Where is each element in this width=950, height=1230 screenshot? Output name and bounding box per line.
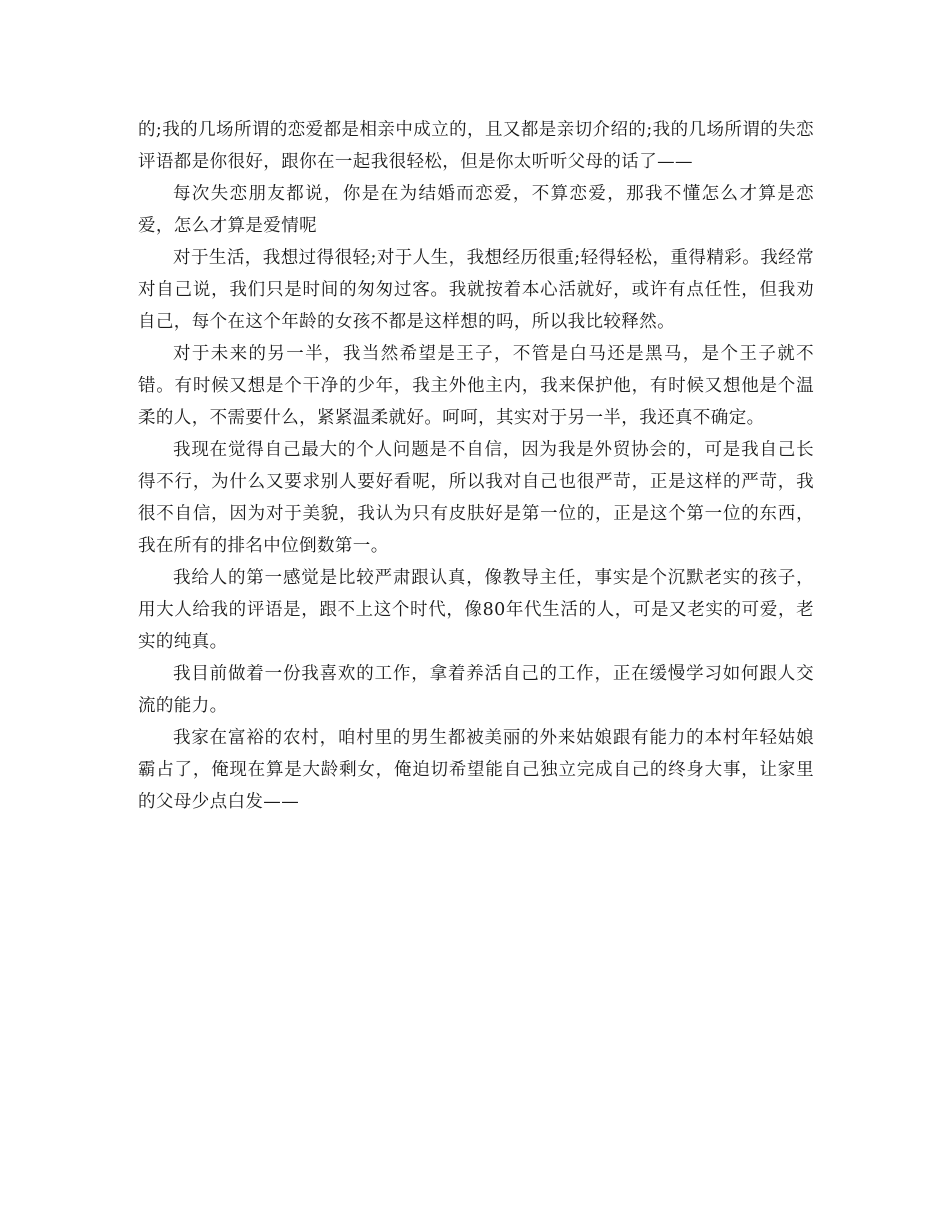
paragraph-continuation: 的;我的几场所谓的恋爱都是相亲中成立的，且又都是亲切介绍的;我的几场所谓的失恋评语都是你很好，跟你在一起我很轻松，但是你太听听父母的话了—— <box>138 120 814 172</box>
paragraph-first-impression: 我给人的第一感觉是比较严肃跟认真，像教导主任，事实是个沉默老实的孩子，用大人给我的评语是，跟不上这个时代，像80年代生活的人，可是又老实的可爱，老实的纯真。 <box>138 568 814 652</box>
paragraph-current-work: 我目前做着一份我喜欢的工作，拿着养活自己的工作，正在缓慢学习如何跟人交流的能力。 <box>138 664 814 716</box>
paragraph-hometown: 我家在富裕的农村，咱村里的男生都被美丽的外来姑娘跟有能力的本村年轻姑娘霸占了，俺现在算是大龄剩女，俺迫切希望能自己独立完成自己的终身大事，让家里的父母少点白发—— <box>138 728 814 812</box>
paragraph-self-confidence: 我现在觉得自己最大的个人问题是不自信，因为我是外贸协会的，可是我自己长得不行，为什么又要求别人要好看呢，所以我对自己也很严苛，正是这样的严苛，我很不自信，因为对于美貌，我认为只有皮肤好是第一位的，正是这个第一位的东西，我在所有的排名中位倒数第一。 <box>138 440 814 556</box>
paragraph-future-partner: 对于未来的另一半，我当然希望是王子，不管是白马还是黑马，是个王子就不错。有时候又想是个干净的少年，我主外他主内，我来保护他，有时候又想他是个温柔的人，不需要什么，紧紧温柔就好。呵呵，其实对于另一半，我还真不确定。 <box>138 344 814 428</box>
document-body <box>138 114 814 818</box>
paragraph-life-attitude: 对于生活，我想过得很轻;对于人生，我想经历很重;轻得轻松，重得精彩。我经常对自己说，我们只是时间的匆匆过客。我就按着本心活就好，或许有点任性，但我劝自己，每个在这个年龄的女孩不都是这样想的吗，所以我比较释然。 <box>138 248 814 332</box>
paragraph-breakup-friends: 每次失恋朋友都说，你是在为结婚而恋爱，不算恋爱，那我不懂怎么才算是恋爱，怎么才算是爱情呢 <box>138 184 814 236</box>
